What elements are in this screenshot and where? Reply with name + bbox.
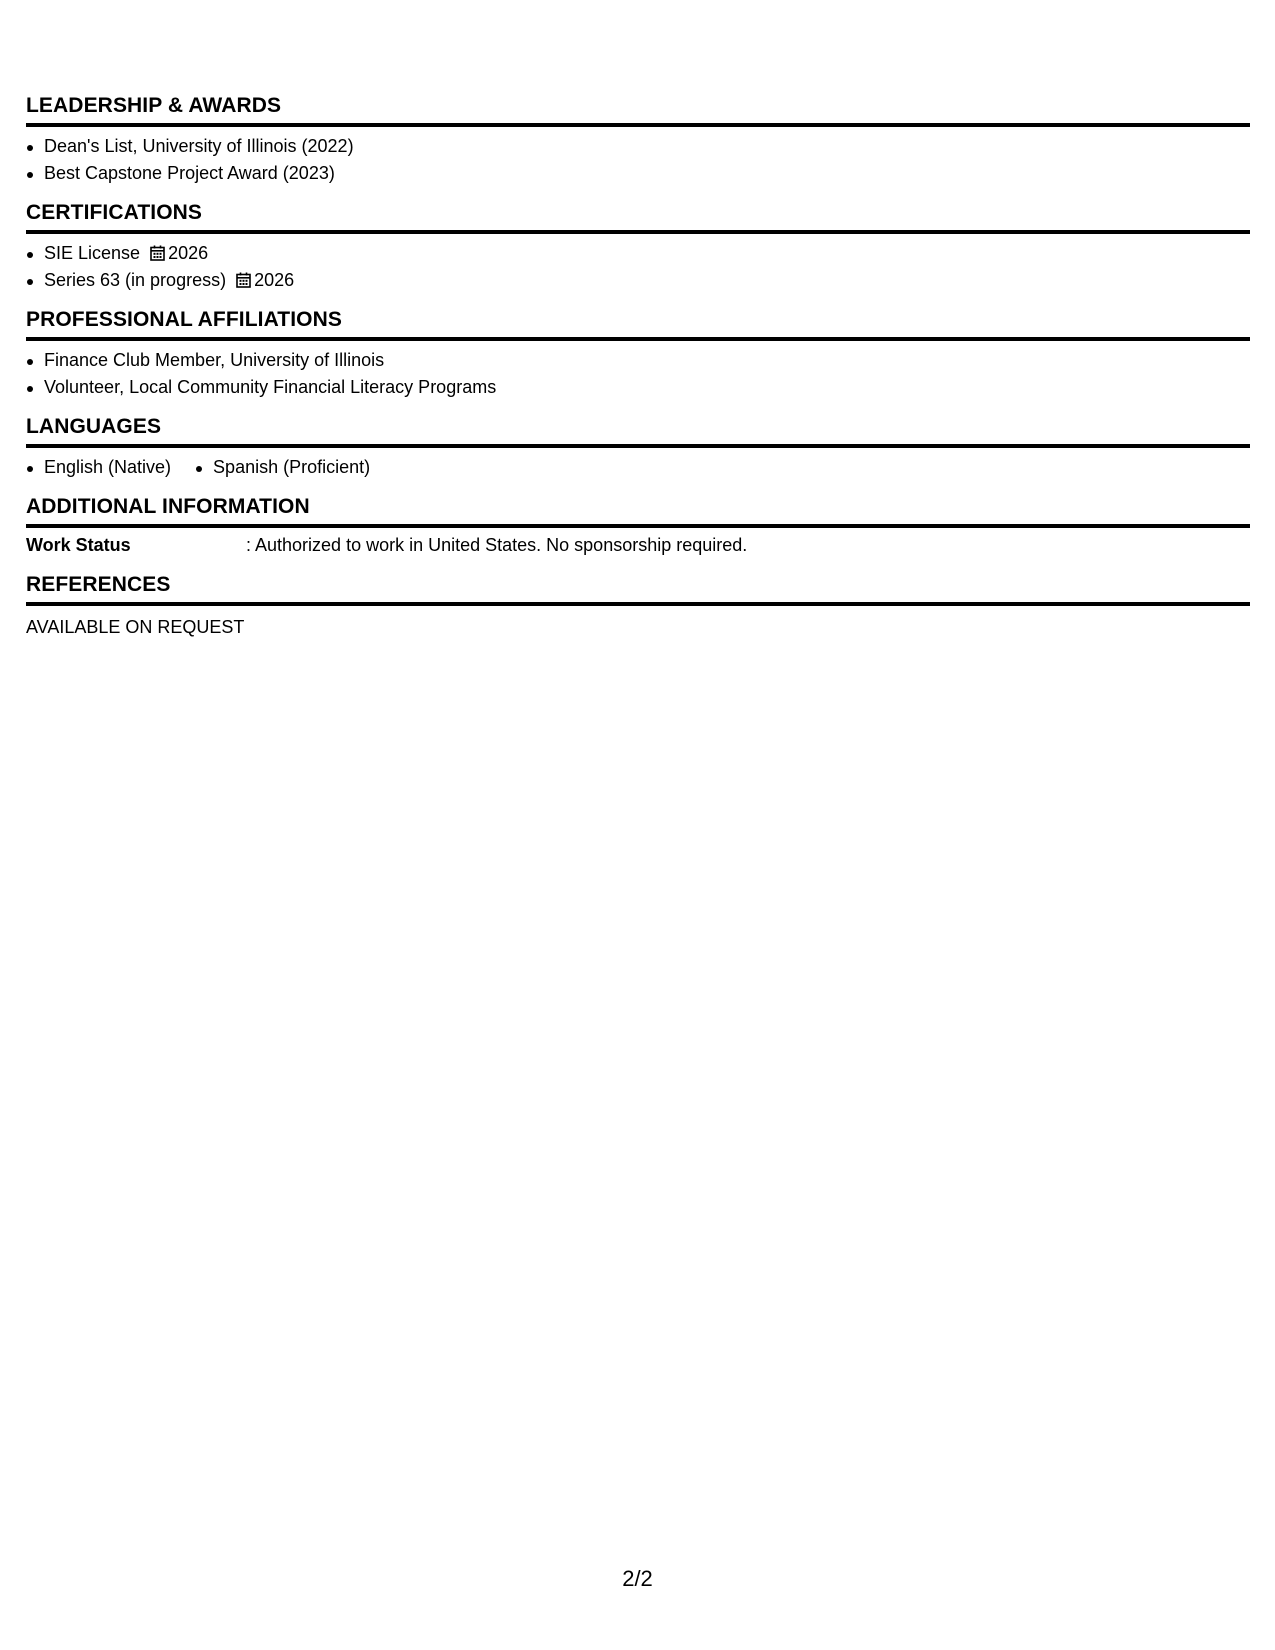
certification-year: 2026 — [254, 270, 295, 290]
certifications-list — [26, 240, 1250, 294]
certification-name: Series 63 (in progress) — [44, 270, 227, 290]
section-title: LANGUAGES — [26, 413, 1250, 448]
calendar-icon — [150, 245, 165, 261]
list-item: Spanish (Proficient) — [195, 454, 370, 481]
list-item: English (Native) — [26, 454, 171, 481]
section-professional-affiliations — [26, 306, 1250, 413]
certification-name: SIE License — [44, 243, 141, 263]
list-item — [26, 267, 1250, 294]
list-item: Best Capstone Project Award (2023) — [26, 160, 1250, 187]
section-title: LEADERSHIP & AWARDS — [26, 92, 1250, 127]
section-title: ADDITIONAL INFORMATION — [26, 493, 1250, 528]
list-item: Volunteer, Local Community Financial Literacy Programs — [26, 374, 1250, 401]
work-status-label: Work Status — [26, 535, 131, 555]
section-title: CERTIFICATIONS — [26, 199, 1250, 234]
section-languages — [26, 413, 1250, 493]
list-item — [26, 240, 1250, 267]
list-item: Dean's List, University of Illinois (2022) — [26, 133, 1250, 160]
certification-year: 2026 — [168, 243, 209, 263]
section-additional-information — [26, 493, 1250, 571]
section-references — [26, 571, 1250, 653]
calendar-icon — [236, 272, 251, 288]
section-leadership-awards — [26, 92, 1250, 199]
list-item: Finance Club Member, University of Illinois — [26, 347, 1250, 374]
references-text: AVAILABLE ON REQUEST — [26, 617, 245, 637]
section-title: PROFESSIONAL AFFILIATIONS — [26, 306, 1250, 341]
work-status-value: : Authorized to work in United States. No sponsorship required. — [246, 535, 748, 555]
awards-list — [26, 133, 1250, 187]
section-certifications — [26, 199, 1250, 306]
section-title: REFERENCES — [26, 571, 1250, 606]
page-number: 2/2 — [622, 1566, 653, 1591]
work-status-row — [26, 532, 1250, 559]
languages-list — [26, 454, 1250, 481]
affiliations-list — [26, 347, 1250, 401]
resume-page — [26, 92, 1250, 653]
